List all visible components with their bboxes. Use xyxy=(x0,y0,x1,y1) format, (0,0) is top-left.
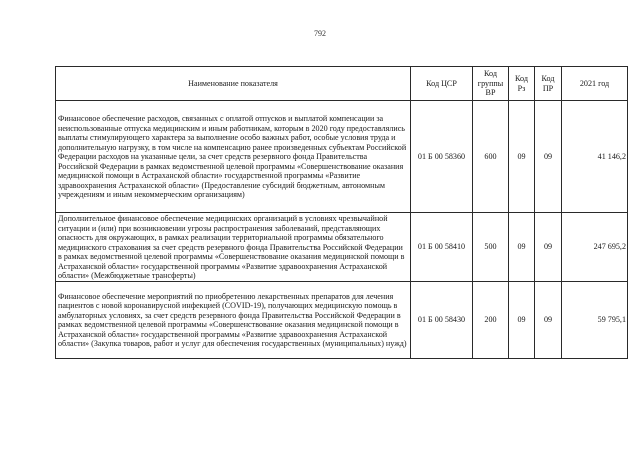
row-name: Дополнительное финансовое обеспечение медицинских организаций в условиях чрезвычайной ситуации и (или) при возникновении угрозы распространения заболеваний, представляющих опасность для окружающих, в рамках реализации территориальной программы обязательного медицинского страхования за счет средств резервного фонда Правительства Российской Федерации в рамках ведомственной целевой программы «Совершенствование оказания медицинской помощи в Астраханской области» государственной программы «Развитие здравоохранения Астраханской области» (Межбюджетные трансферты) xyxy=(56,213,411,282)
header-csr: Код ЦСР xyxy=(411,67,473,101)
row-amount: 59 795,1 xyxy=(562,281,628,358)
row-amount: 247 695,2 xyxy=(562,213,628,282)
row-pr: 09 xyxy=(535,101,562,213)
header-vr: Код группы ВР xyxy=(473,67,509,101)
table-row xyxy=(56,213,628,282)
row-csr: 01 Б 00 58410 xyxy=(411,213,473,282)
row-name: Финансовое обеспечение мероприятий по приобретению лекарственных препаратов для лечения пациентов с новой коронавирусной инфекцией (COVID-19), получающих медицинскую помощь в амбулаторных условиях, за счет средств резервного фонда Правительства Российской Федерации в рамках ведомственной целевой программы «Совершенствование оказания медицинской помощи в Астраханской области» государственной программы «Развитие здравоохранения Астраханской области» (Закупка товаров, работ и услуг для обеспечения государственных (муниципальных) нужд) xyxy=(56,281,411,358)
header-pr: Код ПР xyxy=(535,67,562,101)
row-vr: 500 xyxy=(473,213,509,282)
header-name: Наименование показателя xyxy=(56,67,411,101)
table-header-row xyxy=(56,67,628,101)
row-rz: 09 xyxy=(509,101,535,213)
header-rz: Код Рз xyxy=(509,67,535,101)
row-rz: 09 xyxy=(509,281,535,358)
row-pr: 09 xyxy=(535,213,562,282)
table-row xyxy=(56,281,628,358)
row-rz: 09 xyxy=(509,213,535,282)
row-amount: 41 146,2 xyxy=(562,101,628,213)
row-pr: 09 xyxy=(535,281,562,358)
row-csr: 01 Б 00 58430 xyxy=(411,281,473,358)
row-csr: 01 Б 00 58360 xyxy=(411,101,473,213)
budget-table xyxy=(55,66,628,359)
row-vr: 200 xyxy=(473,281,509,358)
table-row xyxy=(56,101,628,213)
row-vr: 600 xyxy=(473,101,509,213)
page-number: 792 xyxy=(314,29,326,38)
row-name: Финансовое обеспечение расходов, связанных с оплатой отпусков и выплатой компенсации за неиспользованные отпуска медицинским и иным работникам, которым в 2020 году предоставлялись выплаты стимулирующего характера за выполнение особо важных работ, особые условия труда и дополнительную нагрузку, в том числе на компенсацию ранее произведенных субъектам Российской Федерации расходов на указанные цели, за счет средств резервного фонда Правительства Российской Федерации в рамках ведомственной целевой программы «Совершенствование оказания медицинской помощи в Астраханской области» государственной программы «Развитие здравоохранения Астраханской области» (Предоставление субсидий бюджетным, автономным учреждениям и иным некоммерческим организациям) xyxy=(56,101,411,213)
header-year: 2021 год xyxy=(562,67,628,101)
